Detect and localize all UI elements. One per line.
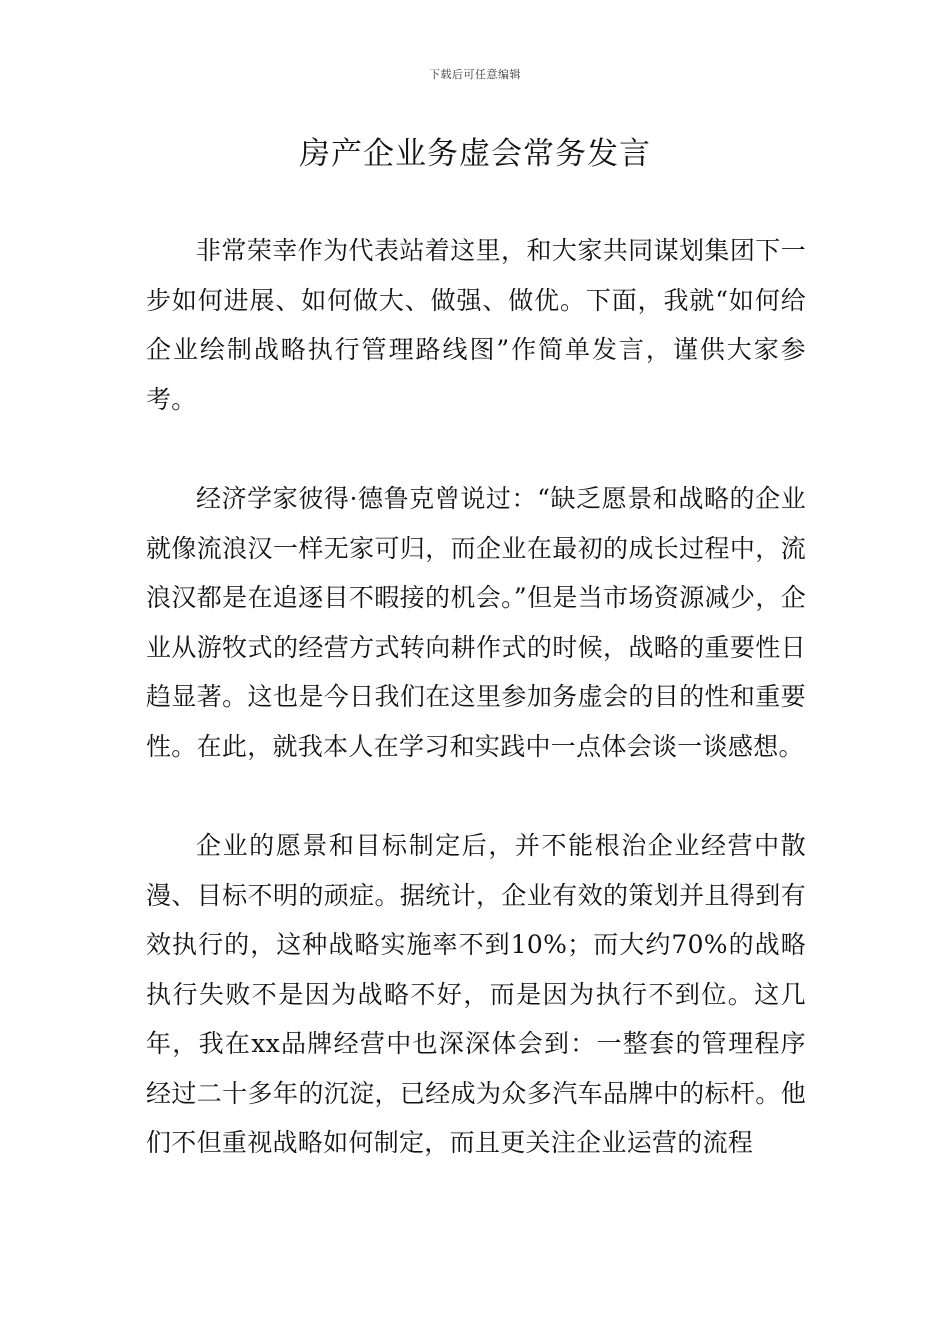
paragraph-1: 非常荣幸作为代表站着这里，和大家共同谋划集团下一步如何进展、如何做大、做强、做优。下面，我就“如何给企业绘制战略执行管理路线图”作简单发言，谨供大家参考。	[146, 236, 806, 414]
document-body	[146, 226, 806, 1218]
paragraph-3: 企业的愿景和目标制定后，并不能根治企业经营中散漫、目标不明的顽症。据统计，企业有效的策划并且得到有效执行的，这种战略实施率不到10%；而大约70%的战略执行失败不是因为战略不好，而是因为执行不到位。这几年，我在xx品牌经营中也深深体会到：一整套的管理程序经过二十多年的沉淀，已经成为众多汽车品牌中的标杆。他们不但重视战略如何制定，而且更关注企业运营的流程	[146, 831, 806, 1157]
document-title: 房产企业务虚会常务发言	[299, 136, 651, 172]
header-note: 下载后可任意编辑	[429, 68, 521, 81]
paragraph-2: 经济学家彼得·德鲁克曾说过：“缺乏愿景和战略的企业就像流浪汉一样无家可归，而企业在最初的成长过程中，流浪汉都是在追逐目不暇接的机会。”但是当市场资源减少，企业从游牧式的经营方式转向耕作式的时候，战略的重要性日趋显著。这也是今日我们在这里参加务虚会的目的性和重要性。在此，就我本人在学习和实践中一点体会谈一谈感想。	[146, 484, 806, 761]
